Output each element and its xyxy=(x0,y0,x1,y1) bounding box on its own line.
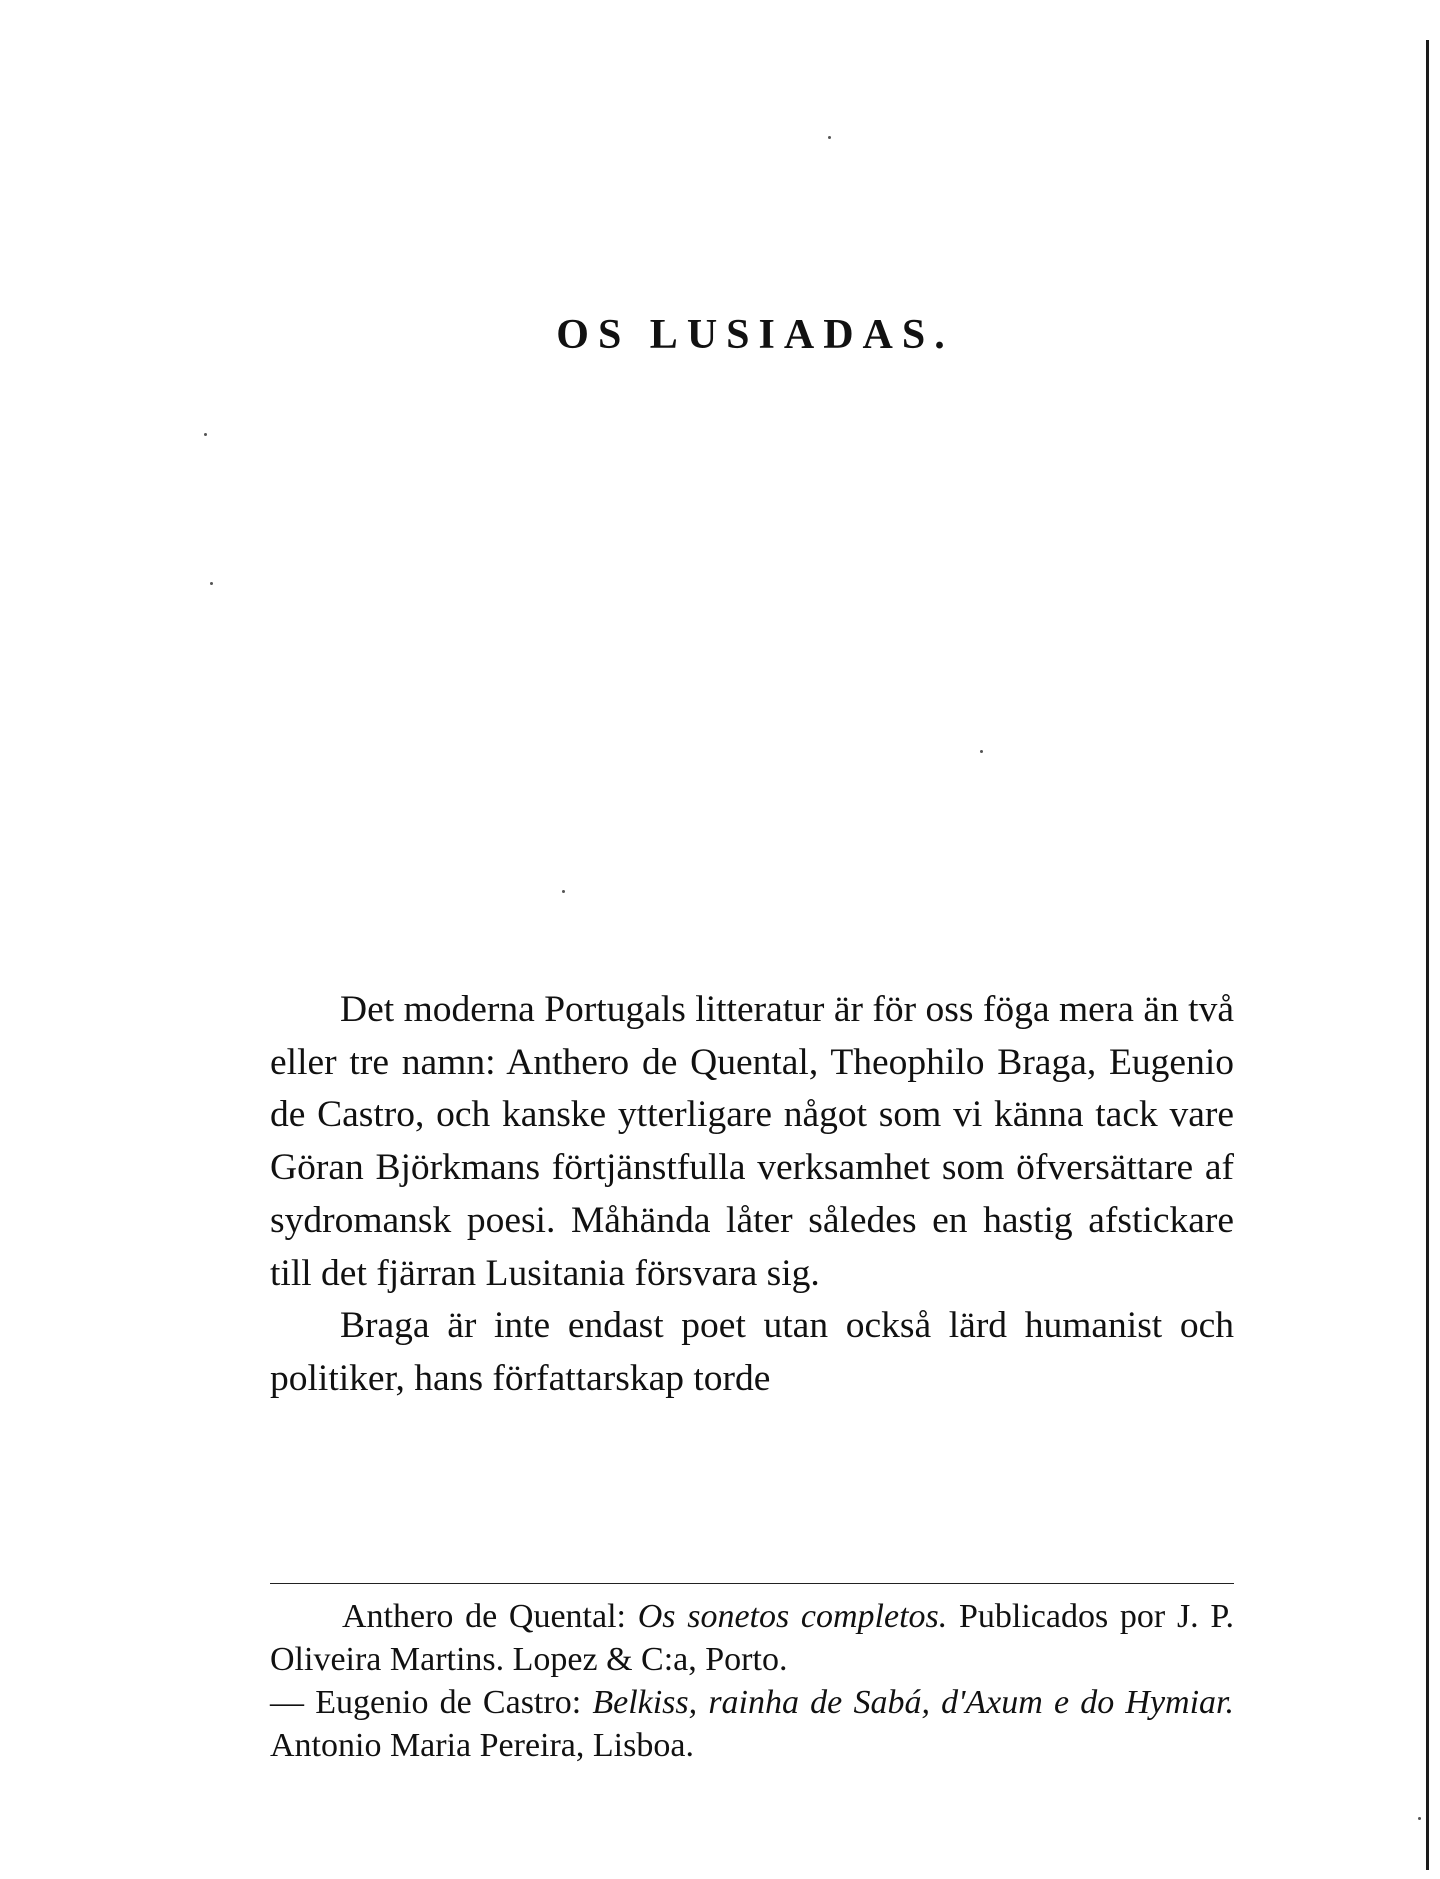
body-text xyxy=(270,984,1234,1406)
body-paragraph: Det moderna Portugals litteratur är för oss föga mera än två eller tre namn: Anthero de Quental, Theophilo Braga, Eugenio de Castro, och kanske ytterligare något som vi känna tack vare Göran Björkmans förtjänstfulla verksamhet som öfversättare af sydromansk poesi. Måhända låter således en hastig afstickare till det fjärran Lusitania försvara sig. xyxy=(270,989,1234,1294)
scan-speck xyxy=(980,750,983,753)
footnote-separator xyxy=(270,1583,1234,1584)
footnote xyxy=(270,1595,1234,1767)
scan-speck xyxy=(1418,1817,1421,1820)
footnote-publication: Antonio Maria Pereira, Lisboa. xyxy=(270,1727,694,1764)
footnote-work-title: Os sonetos completos. xyxy=(637,1598,948,1635)
footnote-work-title: Belkiss, rainha de Sabá, d'Axum e do Hymiar. xyxy=(592,1684,1235,1721)
footnote-publication: Publicados por J. P. Oliveira Martins. Lopez & C:a, Porto. xyxy=(270,1598,1235,1678)
scan-speck xyxy=(210,582,213,585)
footnote-author: Anthero de Quental: xyxy=(342,1598,626,1635)
chapter-title: OS LUSIADAS. xyxy=(556,312,954,359)
footnote-dash: — xyxy=(270,1684,304,1721)
body-paragraph: Braga är inte endast poet utan också lärd humanist och politiker, hans författarskap torde xyxy=(270,1305,1234,1399)
scan-speck xyxy=(562,890,565,893)
scan-speck xyxy=(204,433,207,436)
scan-speck xyxy=(828,136,831,139)
footnote-author: Eugenio de Castro: xyxy=(315,1684,582,1721)
